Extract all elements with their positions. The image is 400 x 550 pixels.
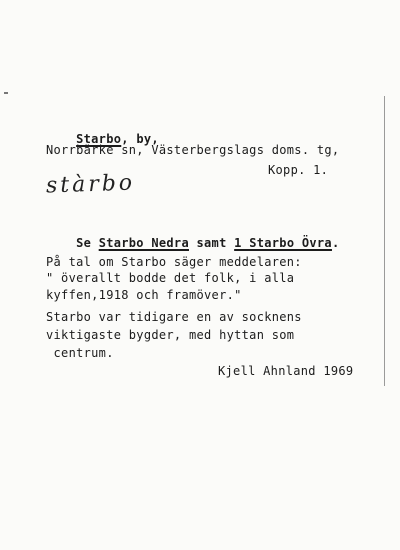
edge-mark (4, 92, 8, 94)
body-line: viktigaste bygder, med hyttan som (46, 328, 295, 342)
see-middle: samt (188, 236, 235, 250)
body-line: kyffen,1918 och framöver." (46, 288, 242, 302)
see-ref-ovra: 1 Starbo Övra (234, 236, 332, 250)
body-line: På tal om Starbo säger meddelaren: (46, 255, 302, 269)
body-line: centrum. (46, 346, 114, 360)
kopp-number: Kopp. 1. (268, 163, 329, 177)
signature: Kjell Ahnland 1969 (218, 364, 354, 378)
card-edge (384, 96, 385, 386)
place-suffix: , by, (121, 132, 159, 146)
body-line: " överallt bodde det folk, i alla (46, 271, 295, 285)
body-line: Starbo var tidigare en av socknens (46, 310, 302, 324)
see-suffix: . (331, 236, 340, 250)
see-prefix: Se (76, 236, 99, 250)
see-ref-nedra: Starbo Nedra (98, 236, 189, 250)
place-name: Starbo (76, 132, 122, 146)
parish-line: Norrbärke sn, Västerbergslags doms. tg, (46, 143, 340, 157)
handwritten-pronunciation: stàrbo (45, 170, 136, 199)
